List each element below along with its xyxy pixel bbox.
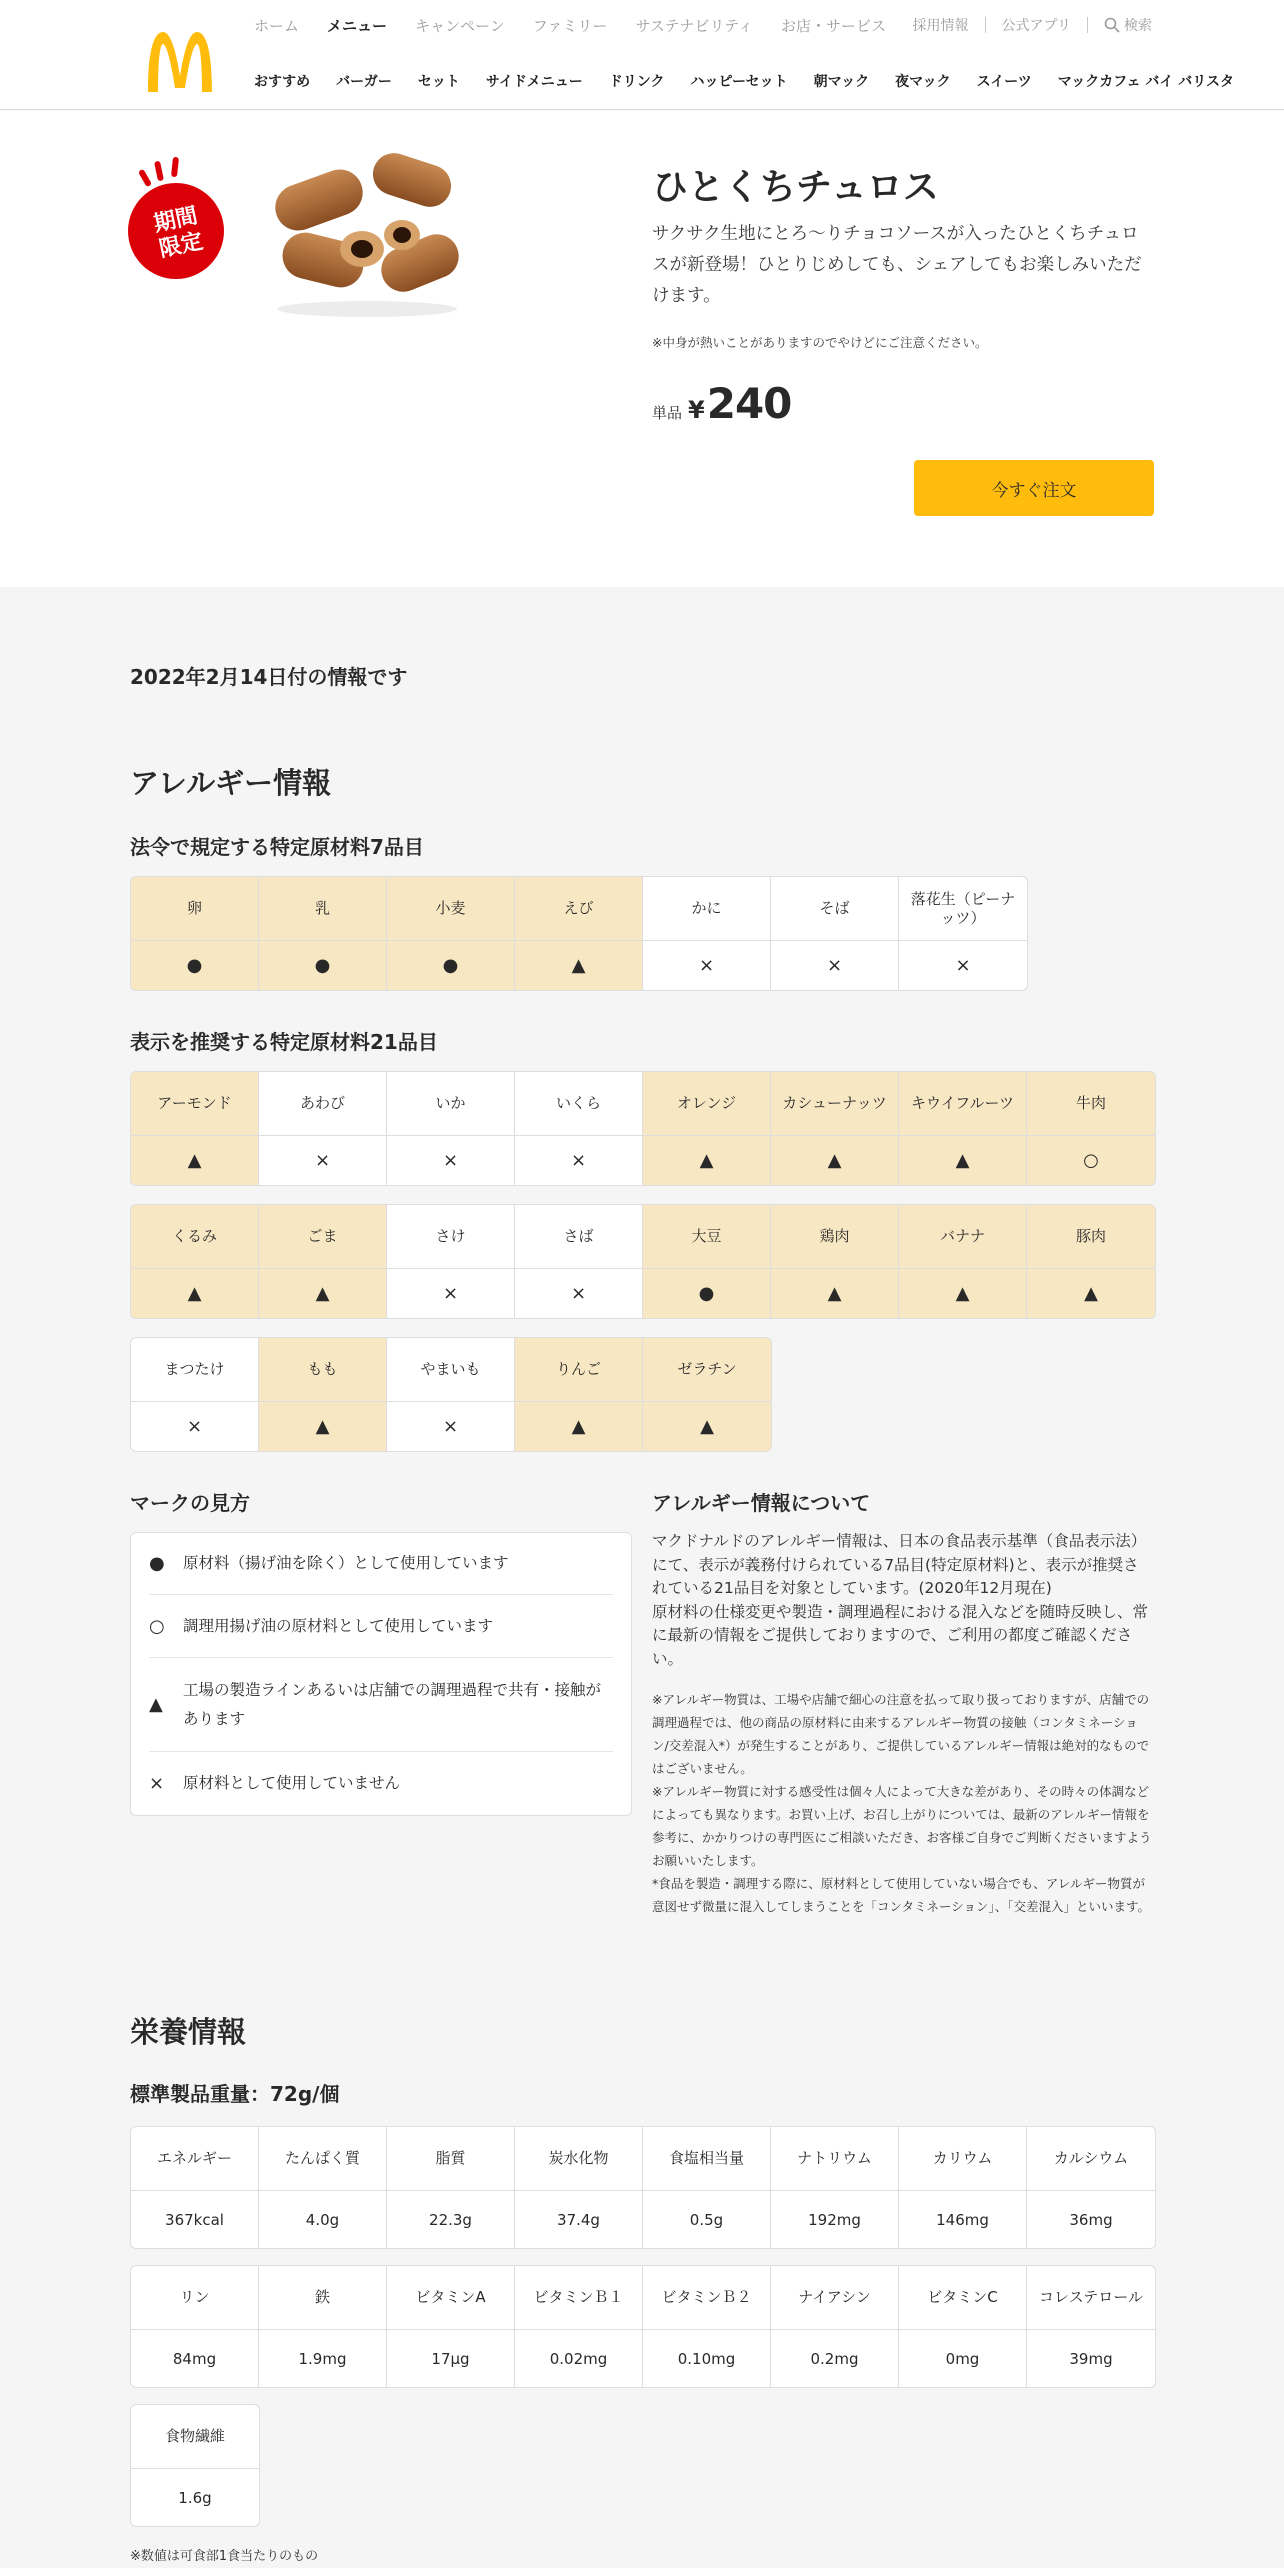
nutrient-name: ビタミンＢ２ [643, 2266, 770, 2330]
search-button[interactable] [1104, 15, 1152, 35]
allergen-mark: × [698, 955, 715, 976]
nutrient-column [899, 2127, 1027, 2248]
allergen-name: あわび [259, 1072, 386, 1136]
nutrition-table [130, 2404, 260, 2527]
nutrition-table [130, 2265, 1156, 2388]
nutrient-value: 0.02mg [549, 2349, 608, 2368]
allergen-name: まつたけ [131, 1338, 258, 1402]
nutrient-name: カルシウム [1027, 2127, 1155, 2191]
limited-time-badge [126, 151, 226, 281]
search-icon [1104, 17, 1120, 33]
allergen-mark: ▲ [955, 1150, 970, 1171]
allergen-mark: × [826, 955, 843, 976]
allergen-mark: ● [314, 955, 331, 976]
allergen-name: さけ [387, 1205, 514, 1269]
nutrient-column [259, 2127, 387, 2248]
top-nav-item[interactable]: キャンペーン [415, 17, 505, 35]
allergen-name: 卵 [131, 877, 258, 941]
about-note: ※アレルギー物質に対する感受性は個々人によって大きな差があり、その時々の体調などによっても異なります。お買い上げ、お召し上がりについては、最新のアレルギー情報を参考に、かかりつけの専門医にご相談いただき、お客様ご自身でご判断くださいますようお願いいたします。 [652, 1784, 1152, 1868]
nutrient-value: 0.5g [689, 2210, 724, 2229]
main-nav-item[interactable]: セット [417, 74, 460, 90]
top-nav-item[interactable]: ホーム [254, 17, 300, 35]
required-allergens-title: 法令で規定する特定原材料7品目 [130, 835, 424, 859]
allergen-name: 大豆 [643, 1205, 770, 1269]
allergen-name: アーモンド [131, 1072, 258, 1136]
allergen-column [899, 1072, 1027, 1185]
legend-row [149, 1752, 613, 1814]
allergen-name: 落花生（ピーナッツ） [899, 877, 1027, 941]
nutrient-name: ナトリウム [771, 2127, 898, 2191]
main-nav-item[interactable]: ドリンク [608, 74, 665, 90]
nutrient-value: 0.10mg [677, 2349, 736, 2368]
search-label: 検索 [1124, 18, 1152, 34]
product-note: ※中身が熱いことがありますのでやけどにご注意ください。 [652, 335, 988, 350]
allergen-name: もも [259, 1338, 386, 1402]
nutrient-name: 食塩相当量 [643, 2127, 770, 2191]
main-nav-item[interactable]: ハッピーセット [690, 74, 788, 90]
allergen-name: ごま [259, 1205, 386, 1269]
product-title: ひとくちチュロス [652, 167, 939, 208]
info-date: 2022年2月14日付の情報です [130, 665, 408, 689]
recommended-allergens-title: 表示を推奨する特定原材料21品目 [130, 1030, 438, 1054]
nutrient-value: 4.0g [305, 2210, 340, 2229]
allergen-mark: ▲ [315, 1416, 330, 1437]
legend-row [149, 1533, 613, 1595]
allergen-name: くるみ [131, 1205, 258, 1269]
allergen-column [259, 1338, 387, 1451]
legend-mark: × [149, 1772, 165, 1794]
product-description: サクサク生地にとろ～りチョコソースが入ったひとくちチュロスが新登場！ひとりじめしても、シェアしてもお楽しみいただけます。 [652, 224, 1142, 306]
nutrient-column [771, 2266, 899, 2387]
order-now-button[interactable]: 今すぐ注文 [914, 460, 1154, 516]
allergen-column [643, 1072, 771, 1185]
nutrient-column [643, 2127, 771, 2248]
allergen-column [643, 1338, 771, 1451]
about-allergy-body [652, 1530, 1154, 1671]
allergen-mark: × [186, 1416, 203, 1437]
nutrient-value: 1.6g [178, 2488, 212, 2507]
allergen-column [899, 877, 1027, 990]
allergen-column [387, 1072, 515, 1185]
nutrient-value: 367kcal [165, 2210, 224, 2229]
badge-text: 限定 [157, 228, 206, 263]
allergen-mark: × [442, 1283, 459, 1304]
allergen-column [1027, 1205, 1155, 1318]
nutrient-column [1027, 2127, 1155, 2248]
allergen-mark: ▲ [187, 1150, 202, 1171]
main-nav-item[interactable]: おすすめ [254, 74, 311, 90]
allergen-column [259, 877, 387, 990]
allergy-section-title: アレルギー情報 [130, 766, 332, 800]
nutrient-name: ビタミンA [387, 2266, 514, 2330]
nutrient-name: 脂質 [387, 2127, 514, 2191]
about-allergy-title: アレルギー情報について [652, 1491, 871, 1515]
allergen-mark: × [442, 1150, 459, 1171]
legend-text: 原材料として使用していません [183, 1773, 401, 1792]
divider [1087, 17, 1088, 33]
allergen-column [899, 1205, 1027, 1318]
nutrition-table [130, 2126, 1156, 2249]
main-nav [254, 71, 1234, 91]
nutrient-value: 1.9mg [298, 2349, 347, 2368]
badge-text: 期間 [151, 203, 200, 238]
allergen-name: オレンジ [643, 1072, 770, 1136]
allergen-column [771, 1072, 899, 1185]
about-allergy-notes [652, 1688, 1154, 1918]
legend-mark: ● [149, 1553, 165, 1574]
nutrient-column [131, 2127, 259, 2248]
main-nav-item[interactable]: バーガー [336, 74, 392, 90]
about-paragraph: 原材料の仕様変更や製造・調理過程における混入などを随時反映し、常に最新の情報をご提供しておりますので、ご利用の都度ご確認ください。 [652, 1602, 1149, 1668]
divider [985, 17, 986, 33]
nutrient-value: 36mg [1069, 2210, 1113, 2229]
allergen-column [131, 1205, 259, 1318]
nutrient-name: ナイアシン [771, 2266, 898, 2330]
allergen-name: やまいも [387, 1338, 514, 1402]
allergen-mark: ▲ [187, 1283, 202, 1304]
allergen-mark: × [955, 955, 971, 976]
allergen-column [515, 1338, 643, 1451]
nutrient-name: 炭水化物 [515, 2127, 642, 2191]
product-hero [0, 111, 1284, 587]
allergen-column [1027, 1072, 1155, 1185]
allergen-mark: ● [442, 955, 459, 976]
nutrient-name: エネルギー [131, 2127, 258, 2191]
allergen-name: さば [515, 1205, 642, 1269]
allergen-column [643, 877, 771, 990]
allergen-mark: × [570, 1150, 587, 1171]
allergen-mark: ▲ [699, 1150, 714, 1171]
allergen-name: いか [387, 1072, 514, 1136]
nutrient-value: 37.4g [557, 2210, 600, 2229]
about-note: ※アレルギー物質は、工場や店舗で細心の注意を払って取り扱っておりますが、店舗での調理過程では、他の商品の原材料に由来するアレルギー物質の接触（コンタミネーション/交差混入*）が発生することがあり、ご提供しているアレルギー情報は絶対的なものではございません。 [652, 1692, 1150, 1776]
allergen-name: 乳 [259, 877, 386, 941]
allergen-column [131, 1338, 259, 1451]
legend-mark: ▲ [149, 1694, 163, 1715]
allergen-mark: ● [186, 955, 203, 976]
top-nav-item[interactable]: ファミリー [532, 17, 608, 35]
site-header [0, 0, 1284, 110]
allergen-mark: ▲ [571, 955, 586, 976]
legend-text: 調理用揚げ油の原材料として使用しています [183, 1616, 494, 1635]
allergen-mark: ▲ [571, 1416, 586, 1437]
recommended-allergen-table [130, 1071, 1156, 1186]
allergen-mark: ▲ [700, 1416, 714, 1437]
top-nav-item[interactable]: お店・サービス [781, 17, 887, 35]
recruit-link[interactable]: 採用情報 [912, 18, 969, 34]
nutrient-value: 0.2mg [810, 2349, 859, 2368]
mark-legend [130, 1532, 632, 1816]
top-nav [254, 15, 886, 36]
allergen-name: カシューナッツ [771, 1072, 898, 1136]
price-unit: 単品 [652, 404, 683, 422]
nutrient-column [131, 2405, 259, 2526]
nutrient-value: 192mg [808, 2210, 861, 2229]
nutrient-name: 食物繊維 [131, 2405, 259, 2469]
allergen-name: えび [515, 877, 642, 941]
nutrient-name: ビタミンC [899, 2266, 1026, 2330]
allergen-mark: × [442, 1416, 459, 1437]
nutrient-column [387, 2127, 515, 2248]
allergen-name: りんご [515, 1338, 642, 1402]
main-nav-item[interactable]: サイドメニュー [485, 74, 583, 90]
top-nav-item[interactable]: メニュー [327, 17, 388, 35]
allergen-column [515, 1072, 643, 1185]
allergen-column [131, 877, 259, 990]
allergen-column [259, 1205, 387, 1318]
allergen-column [131, 1072, 259, 1185]
nutrient-column [131, 2266, 259, 2387]
price-currency: ¥ [688, 396, 705, 424]
allergen-mark: ● [698, 1283, 715, 1304]
nutrient-name: たんぱく質 [259, 2127, 386, 2191]
nutrient-value: 22.3g [429, 2210, 472, 2229]
allergen-column [771, 877, 899, 990]
nutrient-column [771, 2127, 899, 2248]
nutrition-section-title: 栄養情報 [130, 2015, 247, 2049]
required-allergen-table [130, 876, 1028, 991]
legend-text: 原材料（揚げ油を除く）として使用しています [183, 1554, 509, 1572]
allergen-name: 豚肉 [1027, 1205, 1155, 1269]
nutrient-name: カリウム [899, 2127, 1026, 2191]
badge-rays-icon [138, 157, 179, 188]
allergen-mark: ○ [1083, 1150, 1099, 1171]
legend-text: 工場の製造ラインあるいは店舗での調理過程で共有・接触があります [183, 1680, 602, 1728]
allergen-mark: × [570, 1283, 587, 1304]
nutrient-column [1027, 2266, 1155, 2387]
legend-row [149, 1595, 613, 1658]
nutrient-value: 0mg [945, 2349, 980, 2368]
allergen-column [387, 1338, 515, 1451]
nutrient-name: リン [131, 2266, 258, 2330]
nutrient-column [899, 2266, 1027, 2387]
price-amount: 240 [706, 379, 792, 428]
nutrient-value: 84mg [172, 2349, 217, 2368]
legend-title: マークの見方 [130, 1491, 250, 1515]
allergen-column [771, 1205, 899, 1318]
recommended-allergen-table [130, 1204, 1156, 1319]
about-paragraph: マクドナルドのアレルギー情報は、日本の食品表示基準（食品表示法）にて、表示が義務付けられている7品目(特定原材料)と、表示が推奨されている21品目を対象としています。(2020年12月現在) [652, 1532, 1147, 1597]
nutrient-column [387, 2266, 515, 2387]
allergen-column [259, 1072, 387, 1185]
nutrient-column [259, 2266, 387, 2387]
allergen-name: キウイフルーツ [899, 1072, 1026, 1136]
nutrient-name: ビタミンＢ１ [515, 2266, 642, 2330]
allergen-name: 小麦 [387, 877, 514, 941]
allergen-column [515, 877, 643, 990]
allergen-mark: ▲ [315, 1283, 330, 1304]
allergen-name: かに [643, 877, 770, 941]
allergen-mark: ▲ [827, 1283, 842, 1304]
allergen-name: そば [771, 877, 898, 941]
nutrient-value: 39mg [1069, 2349, 1113, 2368]
main-nav-item[interactable]: マックカフェ バイ バリスタ [1057, 74, 1234, 90]
allergen-column [387, 877, 515, 990]
allergen-mark: ▲ [955, 1283, 970, 1304]
allergen-column [643, 1205, 771, 1318]
nutrient-column [515, 2266, 643, 2387]
churros-product-image [262, 149, 472, 319]
allergen-column [387, 1205, 515, 1318]
nutrient-name: コレステロール [1027, 2266, 1155, 2330]
top-nav-item[interactable]: サステナビリティ [635, 17, 754, 35]
allergen-mark: ▲ [1084, 1283, 1098, 1304]
nutrient-value: 17μg [431, 2349, 470, 2368]
allergen-mark: ▲ [827, 1150, 842, 1171]
allergen-column [515, 1205, 643, 1318]
allergen-name: 鶏肉 [771, 1205, 898, 1269]
nutrient-column [643, 2266, 771, 2387]
nutrition-footnote: ※数値は可食部1食当たりのもの [130, 2549, 319, 2564]
allergen-name: いくら [515, 1072, 642, 1136]
main-nav-item[interactable]: スイーツ [976, 74, 1032, 90]
recommended-allergen-table [130, 1337, 772, 1452]
allergen-mark: × [314, 1150, 331, 1171]
official-app-link[interactable]: 公式アプリ [1001, 18, 1071, 34]
main-nav-item[interactable]: 朝マック [813, 74, 870, 90]
allergen-name: ゼラチン [643, 1338, 771, 1402]
allergen-name: 牛肉 [1027, 1072, 1155, 1136]
allergen-name: バナナ [899, 1205, 1026, 1269]
about-note: *食品を製造・調理する際に、原材料として使用していない場合でも、アレルギー物質が意図せず微量に混入してしまうことを「コンタミネーション」、「交差混入」といいます。 [652, 1876, 1151, 1914]
nutrient-column [515, 2127, 643, 2248]
mcdonalds-logo-icon[interactable] [146, 30, 214, 92]
nutrient-name: 鉄 [259, 2266, 386, 2330]
nutrient-value: 146mg [936, 2210, 989, 2229]
price [652, 379, 791, 428]
main-nav-item[interactable]: 夜マック [895, 74, 951, 90]
legend-row [149, 1658, 613, 1752]
utility-nav [913, 15, 1152, 35]
legend-mark: ○ [149, 1615, 165, 1637]
product-weight: 標準製品重量：72g/個 [130, 2082, 340, 2106]
